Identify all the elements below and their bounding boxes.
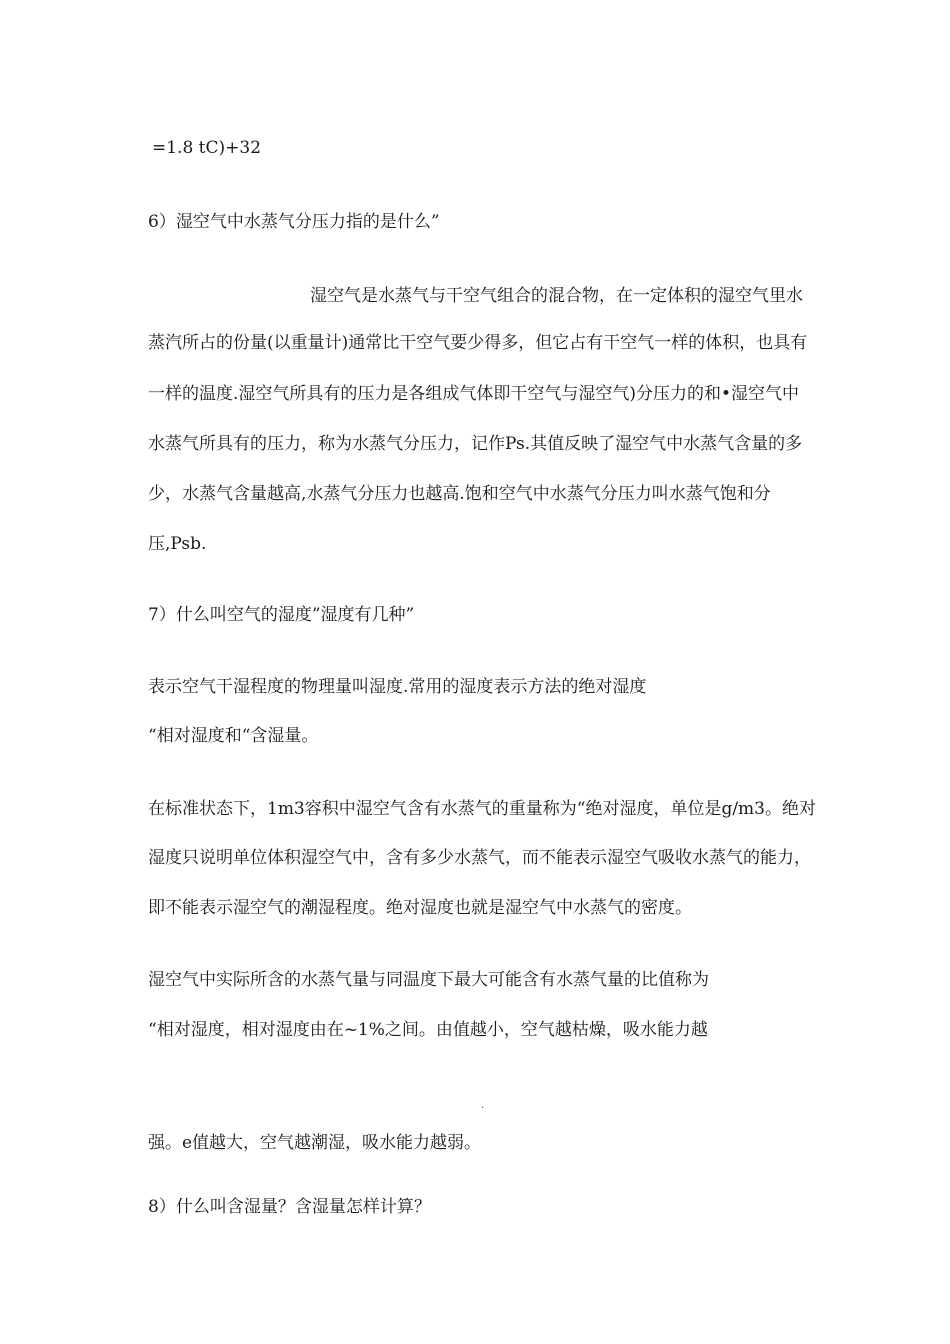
q6-paragraph-line: 水蒸气所具有的压力，称为水蒸气分压力，记作Ps.其值反映了湿空气中水蒸气含量的多 bbox=[148, 434, 803, 454]
q6-paragraph-line: 压,Psb. bbox=[148, 534, 207, 554]
q6-heading: 6）湿空气中水蒸气分压力指的是什么” bbox=[148, 212, 440, 232]
q7-paragraph-line: 表示空气干湿程度的物理量叫湿度.常用的湿度表示方法的绝对湿度 bbox=[148, 677, 647, 697]
q7-paragraph-line: 湿度只说明单位体积湿空气中，含有多少水蒸气，而不能表示湿空气吸收水蒸气的能力， bbox=[148, 848, 811, 868]
formula-line: =1.8 tC)+32 bbox=[152, 138, 262, 158]
q6-paragraph-line: 一样的温度.湿空气所具有的压力是各组成气体即干空气与湿空气)分压力的和•湿空气中 bbox=[148, 384, 800, 404]
q6-paragraph-line: 蒸汽所占的份量(以重量计)通常比干空气要少得多，但它占有干空气一样的体积，也具有 bbox=[148, 333, 808, 353]
q7-paragraph-line: 湿空气中实际所含的水蒸气量与同温度下最大可能含有水蒸气量的比值称为 bbox=[148, 970, 709, 990]
q7-heading: 7）什么叫空气的湿度”湿度有几种” bbox=[148, 605, 415, 625]
q7-paragraph-line: 在标准状态下，1m3容积中湿空气含有水蒸气的重量称为“绝对湿度，单位是g/m3。绝对 bbox=[148, 799, 816, 819]
q7-paragraph-line: “相对湿度，相对湿度由在~1%之间。由值越小，空气越枯燥，吸水能力越 bbox=[148, 1020, 708, 1040]
page-mark: . bbox=[481, 1100, 485, 1111]
q7-paragraph-line: 即不能表示湿空气的潮湿程度。绝对湿度也就是湿空气中水蒸气的密度。 bbox=[148, 898, 692, 918]
q7-paragraph-line: “相对湿度和“含湿量。 bbox=[148, 726, 319, 746]
q7-paragraph-line: 强。e值越大，空气越潮湿，吸水能力越弱。 bbox=[148, 1133, 482, 1153]
q8-heading: 8）什么叫含湿量？含湿量怎样计算？ bbox=[148, 1197, 431, 1217]
q6-paragraph-line: 湿空气是水蒸气与干空气组合的混合物，在一定体积的湿空气里水 bbox=[310, 286, 803, 306]
q6-paragraph-line: 少，水蒸气含量越高,水蒸气分压力也越高.饱和空气中水蒸气分压力叫水蒸气饱和分 bbox=[148, 484, 771, 504]
